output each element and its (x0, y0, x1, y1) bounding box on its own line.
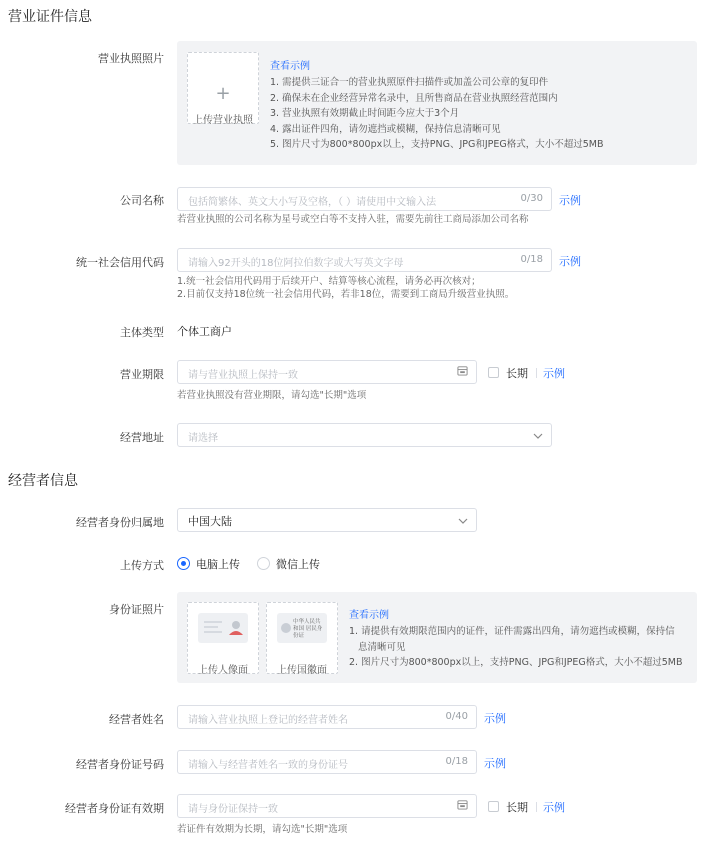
operator-name-placeholder: 请输入营业执照上登记的经营者姓名 (188, 715, 348, 726)
company-name-input[interactable] (177, 187, 552, 211)
id-rule-item: 息清晰可见 (358, 641, 406, 653)
company-name-placeholder: 包括简繁体、英文大小写及空格，（ ）请使用中文输入法 (188, 197, 437, 208)
business-period-placeholder: 请与营业执照上保持一致 (188, 370, 298, 381)
id-region-value: 中国大陆 (188, 515, 232, 528)
id-rule-item: 1. 请提供有效期限范围内的证件，证件需露出四角，请勿遮挡或模糊，保持信 (349, 626, 675, 637)
divider (536, 802, 537, 812)
id-validity-example-link[interactable]: 示例 (543, 801, 565, 814)
business-address-select[interactable] (177, 423, 552, 447)
upload-method-label: 上传方式 (120, 559, 164, 572)
operator-id-example-link[interactable]: 示例 (484, 757, 506, 770)
id-validity-placeholder: 请与身份证保持一致 (188, 804, 278, 815)
business-period-example-link[interactable]: 示例 (543, 367, 565, 380)
upload-method-option-wechat[interactable]: 微信上传 (276, 558, 320, 571)
business-period-date-input[interactable] (177, 360, 477, 384)
license-upload-panel (177, 41, 697, 165)
id-region-select[interactable] (177, 508, 477, 532)
license-rule-item: 4. 露出证件四角，请勿遮挡或模糊，保持信息清晰可见 (270, 123, 501, 135)
credit-code-count: 0/18 (520, 254, 543, 265)
credit-code-hint-2: 2.目前仅支持18位统一社会信用代码，若非18位，需要到工商局升级营业执照。 (177, 289, 515, 300)
license-rule-item: 5. 图片尺寸为800*800px以上，支持PNG、JPG和JPEG格式，大小不超过5MB (270, 139, 604, 150)
id-region-label: 经营者身份归属地 (76, 516, 164, 529)
section-title-operator: 经营者信息 (8, 473, 78, 489)
credit-code-example-link[interactable]: 示例 (559, 255, 581, 268)
operator-name-label: 经营者姓名 (109, 713, 164, 726)
business-address-label: 经营地址 (120, 431, 164, 444)
id-front-caption: 上传人像面 (198, 665, 248, 676)
business-address-placeholder: 请选择 (188, 433, 218, 444)
id-validity-long-term-label[interactable]: 长期 (506, 801, 528, 814)
calendar-icon[interactable] (457, 799, 468, 813)
chevron-down-icon (533, 430, 543, 443)
upload-method-radio-wechat[interactable] (257, 557, 270, 570)
divider (536, 368, 537, 378)
operator-name-count: 0/40 (445, 711, 468, 722)
id-back-caption: 上传国徽面 (277, 665, 327, 676)
id-front-upload-button[interactable] (187, 602, 259, 674)
operator-id-count: 0/18 (445, 756, 468, 767)
license-photo-label: 营业执照照片 (98, 52, 164, 65)
id-front-card-icon (198, 613, 248, 643)
license-rule-item: 3. 营业执照有效期截止时间距今应大于3个月 (270, 108, 460, 119)
business-period-hint: 若营业执照没有营业期限，请勾选"长期"选项 (177, 390, 367, 401)
id-back-upload-button[interactable] (266, 602, 338, 674)
section-title-license: 营业证件信息 (8, 9, 92, 25)
license-rule-item: 2. 确保未在企业经营异常名录中，且所售商品在营业执照经营范围内 (270, 92, 558, 104)
credit-code-hint-1: 1.统一社会信用代码用于后续开户、结算等核心流程，请务必再次核对； (177, 276, 481, 287)
id-back-card-text: 中华人民共和国 居民身份证 (293, 619, 323, 639)
company-name-label: 公司名称 (120, 194, 164, 207)
operator-id-placeholder: 请输入与经营者姓名一致的身份证号 (188, 760, 348, 771)
id-validity-hint: 若证件有效期为长期，请勾选"长期"选项 (177, 824, 348, 835)
operator-name-input[interactable] (177, 705, 477, 729)
plus-icon: + (215, 83, 231, 104)
company-name-count: 0/30 (520, 193, 543, 204)
license-upload-button[interactable] (187, 52, 259, 124)
id-rules-list (349, 624, 689, 671)
credit-code-input[interactable] (177, 248, 552, 272)
company-name-hint: 若营业执照的公司名称为星号或空白等不支持入驻，需要先前往工商局添加公司名称 (177, 214, 529, 225)
entity-type-label: 主体类型 (120, 326, 164, 339)
id-rule-item: 2. 图片尺寸为800*800px以上，支持PNG、JPG和JPEG格式，大小不超过5MB (349, 657, 683, 668)
upload-method-option-computer[interactable]: 电脑上传 (196, 558, 240, 571)
license-view-example-link[interactable]: 查看示例 (270, 61, 310, 72)
operator-id-label: 经营者身份证号码 (76, 758, 164, 771)
company-name-example-link[interactable]: 示例 (559, 194, 581, 207)
id-view-example-link[interactable]: 查看示例 (349, 610, 389, 621)
id-photo-label: 身份证照片 (109, 603, 164, 616)
id-validity-long-term-checkbox[interactable] (488, 801, 499, 812)
license-upload-caption: 上传营业执照 (193, 115, 253, 126)
id-upload-panel (177, 592, 697, 683)
entity-type-value: 个体工商户 (177, 325, 232, 338)
chevron-down-icon (458, 515, 468, 528)
upload-method-radio-computer[interactable] (177, 557, 190, 570)
business-period-label: 营业期限 (120, 368, 164, 381)
credit-code-placeholder: 请输入92开头的18位阿拉伯数字或大写英文字母 (188, 258, 404, 269)
id-validity-date-input[interactable] (177, 794, 477, 818)
calendar-icon[interactable] (457, 365, 468, 379)
id-validity-label: 经营者身份证有效期 (65, 802, 164, 815)
operator-name-example-link[interactable]: 示例 (484, 712, 506, 725)
credit-code-label: 统一社会信用代码 (76, 256, 164, 269)
business-period-long-term-label[interactable]: 长期 (506, 367, 528, 380)
license-rule-item: 1. 需提供三证合一的营业执照原件扫描件或加盖公司公章的复印件 (270, 77, 549, 88)
business-period-long-term-checkbox[interactable] (488, 367, 499, 378)
license-rules-list (270, 75, 604, 153)
operator-id-input[interactable] (177, 750, 477, 774)
id-back-card-icon (277, 613, 327, 643)
